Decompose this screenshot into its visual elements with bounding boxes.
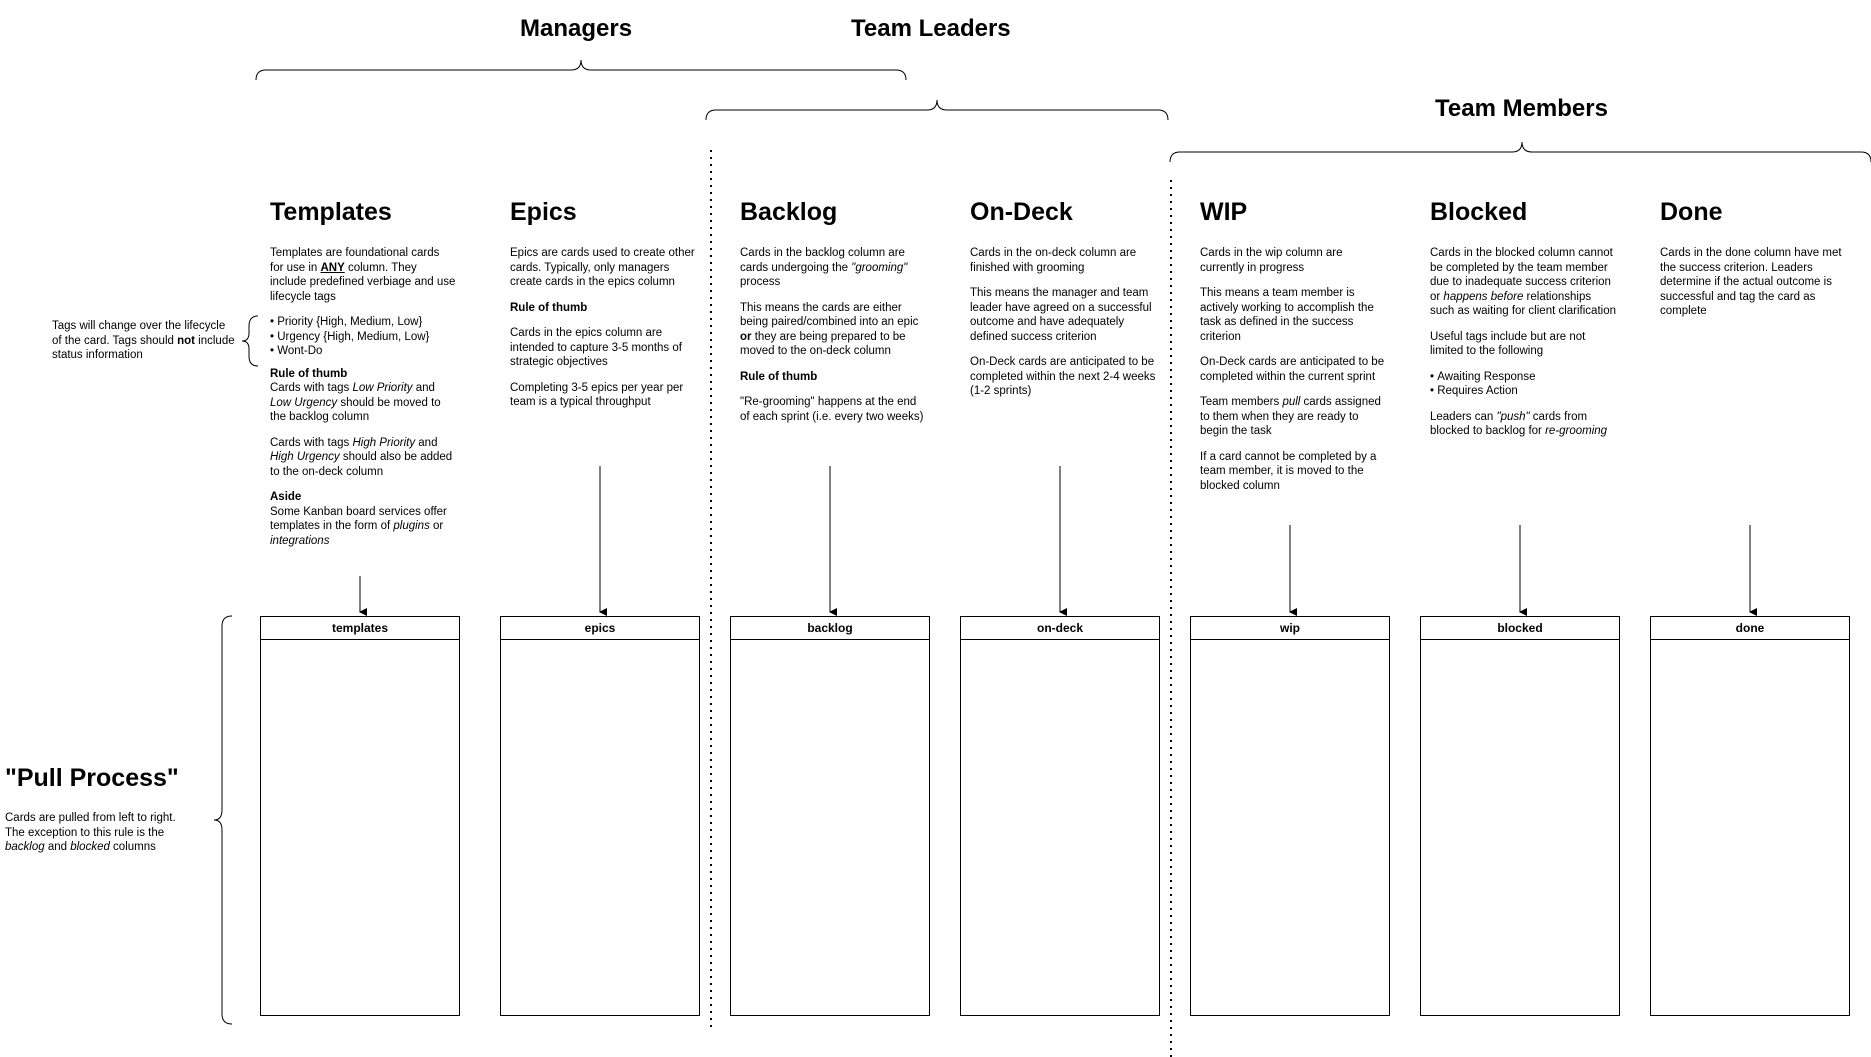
list-item: • Requires Action [1430,384,1616,399]
epics-rule-heading: Rule of thumb [510,301,588,314]
column-title-wip: WIP [1200,198,1248,226]
done-p1: Cards in the done column have met the success criterion. Leaders determine if the actual outcome is successful and tag the card as complete [1660,247,1842,317]
templates-rule-1: Cards with tags Low Priority and Low Urgency should be moved to the backlog column [270,382,441,423]
lane-templates[interactable] [260,616,460,1016]
backlog-p2: This means the cards are either being paired/combined into an epic or they are being prepared to be moved to the on-deck column [740,301,919,357]
lane-blocked[interactable] [1420,616,1620,1016]
epics-p3: Completing 3-5 epics per year per team is a typical throughput [510,381,684,408]
templates-aside-heading: Aside [270,491,302,503]
blocked-p3: Leaders can "push" cards from blocked to backlog for re-grooming [1430,410,1608,437]
column-title-backlog: Backlog [740,198,838,226]
lane-done[interactable] [1650,616,1850,1016]
templates-rule-2: Cards with tags High Priority and High Urgency should also be added to the on-deck column [270,436,453,478]
backlog-p1: Cards in the backlog column are cards undergoing the "grooming" process [740,247,908,288]
lane-header-blocked: blocked [1421,617,1619,640]
blocked-description [1430,246,1616,450]
backlog-description [740,246,926,435]
epics-description [510,246,696,421]
ondeck-description [970,246,1156,410]
tags-brace [242,316,258,366]
lane-backlog[interactable] [730,616,930,1016]
ondeck-p2: This means the manager and team leader have agreed on a successful outcome and have adequately defined success criterion [970,287,1152,343]
blocked-p1: Cards in the blocked column cannot be completed by the team member due to inadequate success criterion or happens before relationships such as waiting for client clarification [1430,247,1616,317]
column-title-blocked: Blocked [1430,198,1528,226]
lane-header-templates: templates [261,617,459,640]
wip-p2: This means a team member is actively working to accomplish the task as defined in the success criterion [1200,287,1374,343]
team-members-brace [1170,142,1871,162]
column-title-done: Done [1660,198,1723,226]
templates-aside: Some Kanban board services offer templates in the form of plugins or integrations [270,505,447,547]
wip-p4: Team members pull cards assigned to them when they are ready to begin the task [1200,396,1381,437]
pull-process-brace [214,616,232,1024]
lane-header-ondeck: on-deck [961,617,1159,640]
column-title-ondeck: On-Deck [970,198,1073,226]
team-leaders-brace [706,100,1168,120]
managers-brace [256,60,906,80]
epics-p1: Epics are cards used to create other cards. Typically, only managers create cards in the epics column [510,247,695,288]
templates-rule-heading: Rule of thumb [270,367,348,380]
templates-description [270,246,456,559]
role-managers: Managers [520,15,633,42]
ondeck-p3: On-Deck cards are anticipated to be completed within the next 2-4 weeks (1-2 sprints) [970,356,1156,397]
done-description [1660,246,1846,330]
pull-process-title: "Pull Process" [5,764,179,792]
epics-p2: Cards in the epics column are intended to capture 3-5 months of strategic objectives [510,327,682,368]
column-title-templates: Templates [270,198,392,226]
lane-wip[interactable] [1190,616,1390,1016]
templates-tag-list [270,315,456,359]
templates-intro: Templates are foundational cards for use in ANY column. They include predefined verbiage and use lifecycle tags [270,247,456,303]
lane-ondeck[interactable] [960,616,1160,1016]
backlog-p3: "Re-grooming" happens at the end of each sprint (i.e. every two weeks) [740,396,924,423]
lane-header-wip: wip [1191,617,1389,640]
ondeck-p1: Cards in the on-deck column are finished with grooming [970,247,1137,274]
wip-description [1200,246,1386,504]
wip-p3: On-Deck cards are anticipated to be completed within the current sprint [1200,356,1385,383]
column-title-epics: Epics [510,198,577,226]
list-item: • Urgency {High, Medium, Low} [270,330,456,345]
list-item: • Awaiting Response [1430,370,1616,385]
backlog-rule-heading: Rule of thumb [740,370,818,383]
wip-p1: Cards in the wip column are currently in progress [1200,247,1343,274]
list-item: • Priority {High, Medium, Low} [270,315,456,330]
lane-epics[interactable] [500,616,700,1016]
lane-header-done: done [1651,617,1849,640]
blocked-p2: Useful tags include but are not limited to the following [1430,330,1586,357]
pull-process-note: Cards are pulled from left to right. The exception to this rule is the backlog and blocked columns [5,812,176,853]
blocked-tag-list [1430,370,1616,399]
list-item: • Wont-Do [270,344,456,359]
role-team-members: Team Members [1435,95,1608,122]
lane-header-backlog: backlog [731,617,929,640]
role-team-leaders: Team Leaders [851,15,1011,42]
wip-p5: If a card cannot be completed by a team member, it is moved to the blocked column [1200,450,1377,492]
tags-note: Tags will change over the lifecycle of the card. Tags should not include status information [52,320,235,361]
lane-header-epics: epics [501,617,699,640]
